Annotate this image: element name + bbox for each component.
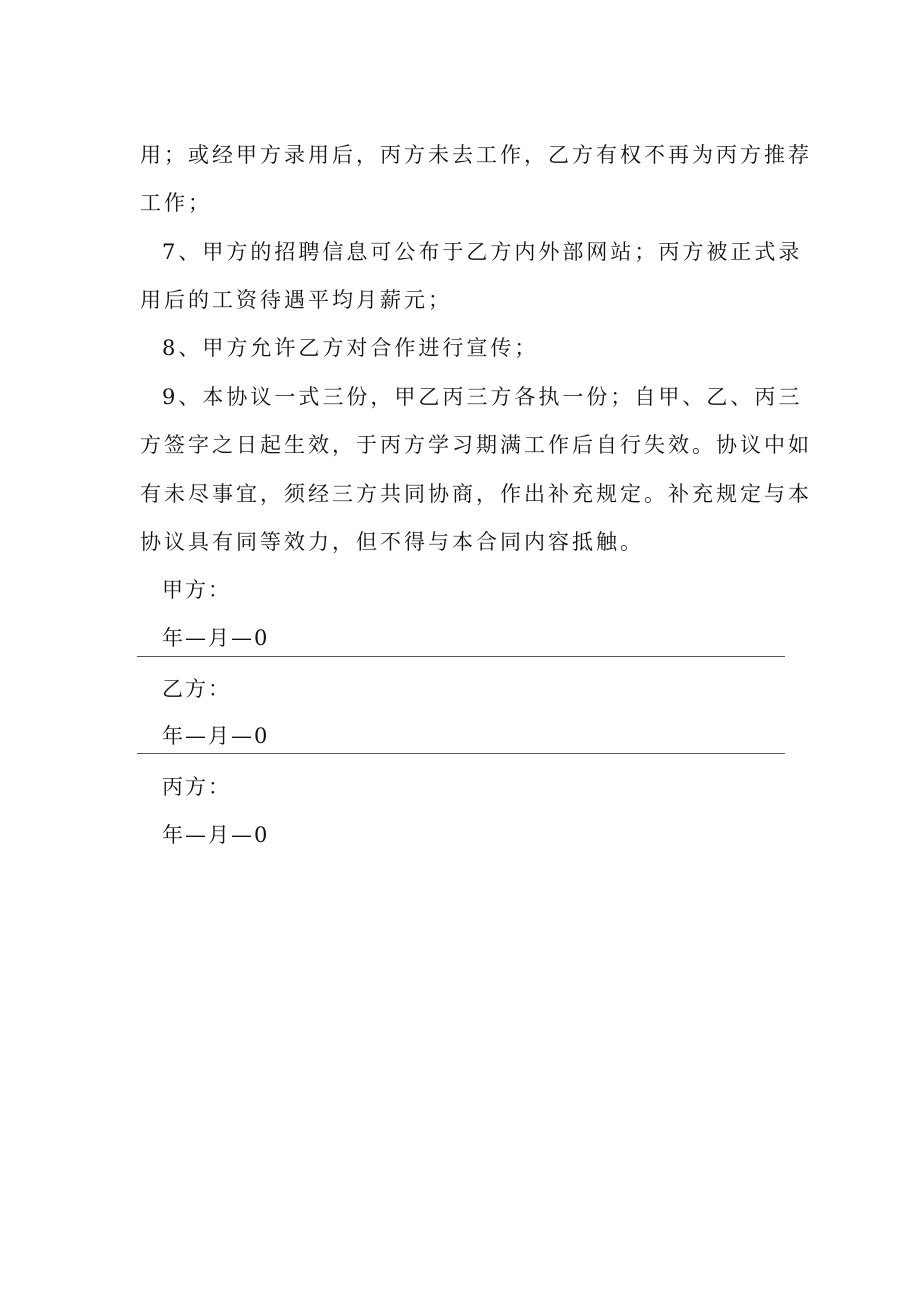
party-b-label: 乙方： (162, 677, 231, 701)
party-c-date: 年—月—0 (162, 823, 270, 847)
clause-7-line-1: 7、甲方的招聘信息可公布于乙方内外部网站；丙方被正式录 (162, 240, 803, 264)
party-a-date: 年—月—0 (162, 626, 270, 650)
party-b-date: 年—月—0 (162, 724, 270, 748)
party-b-divider (137, 753, 785, 754)
clause-9-line-2: 方签字之日起生效，于丙方学习期满工作后自行失效。协议中如 (140, 433, 812, 457)
party-a-divider (137, 656, 785, 657)
clause-8-line-1: 8、甲方允许乙方对合作进行宣传； (162, 336, 539, 360)
clause-6-line-1: 用；或经甲方录用后，丙方未去工作，乙方有权不再为丙方推荐 (140, 143, 812, 167)
party-c-label: 丙方： (162, 775, 231, 799)
clause-7-line-2: 用后的工资待遇平均月薪元； (140, 288, 452, 312)
clause-6-line-2: 工作； (140, 191, 212, 215)
party-a-label: 甲方： (162, 578, 231, 602)
clause-9-line-4: 协议具有同等效力，但不得与本合同内容抵触。 (140, 530, 644, 554)
clause-9-line-1: 9、本协议一式三份，甲乙丙三方各执一份；自甲、乙、丙三 (162, 385, 803, 409)
clause-9-line-3: 有未尽事宜，须经三方共同协商，作出补充规定。补充规定与本 (140, 482, 812, 506)
